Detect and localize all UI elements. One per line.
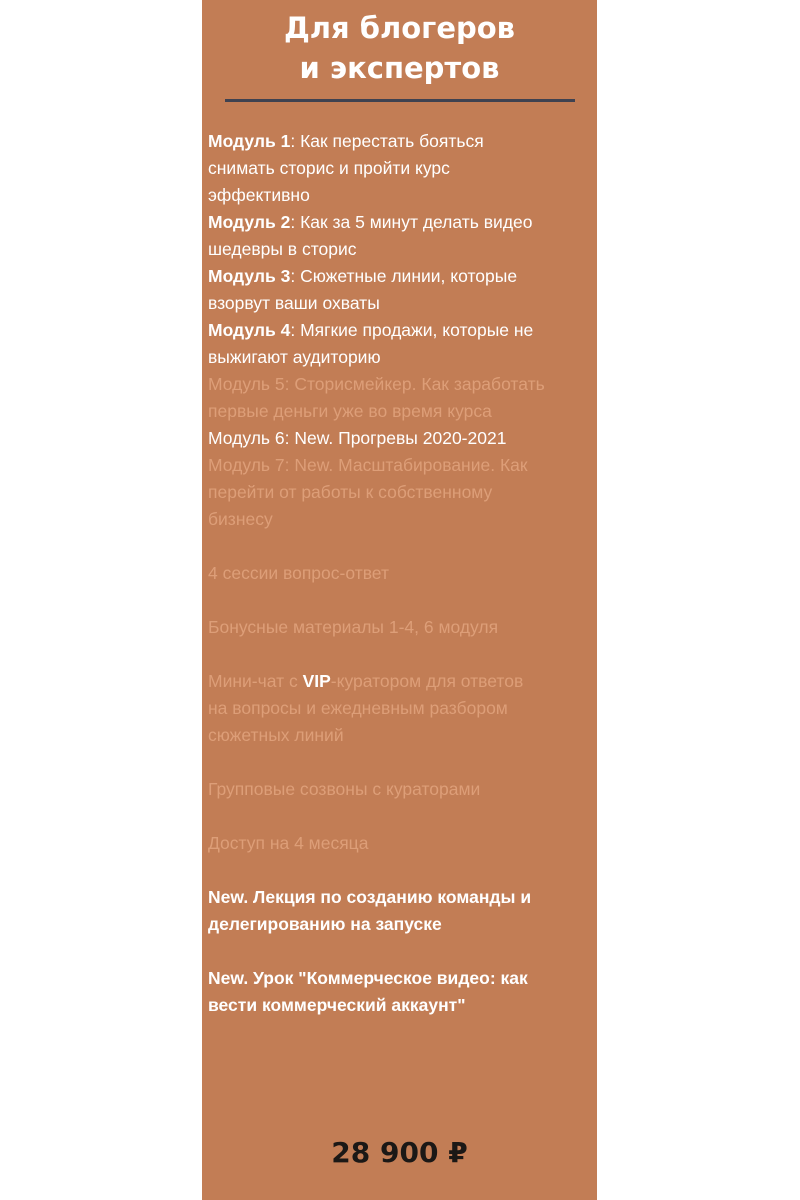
minichat-text-4: сюжетных линий <box>208 725 344 745</box>
vip-label: VIP <box>302 671 331 691</box>
module-7-text-1: Модуль 7: New. Масштабирование. Как <box>208 455 528 475</box>
access-period: Доступ на 4 месяца <box>208 833 369 853</box>
module-4 <box>208 317 593 371</box>
lesson-text-2: вести коммерческий аккаунт" <box>208 995 466 1015</box>
module-3 <box>208 263 593 317</box>
card-title-line-1: Для блогеров <box>283 11 516 45</box>
title-divider <box>225 99 575 102</box>
team-lecture <box>208 884 593 938</box>
module-4-text-2: выжигают аудиторию <box>208 347 381 367</box>
module-7-text-3: бизнесу <box>208 509 273 529</box>
module-2 <box>208 209 593 263</box>
feature-list <box>208 128 593 1019</box>
module-1-label: Модуль 1 <box>208 131 291 151</box>
module-3-text-1: : Сюжетные линии, которые <box>290 266 518 286</box>
module-1-text-1: : Как перестать бояться <box>290 131 484 151</box>
module-7-text-2: перейти от работы к собственному <box>208 482 493 502</box>
bonus-materials: Бонусные материалы 1-4, 6 модуля <box>208 617 499 637</box>
module-1-text-3: эффективно <box>208 185 310 205</box>
module-6 <box>208 425 593 452</box>
module-2-text-1: : Как за 5 минут делать видео <box>290 212 533 232</box>
team-lecture-text-2: делегированию на запуске <box>208 914 442 934</box>
team-lecture-text-1: New. Лекция по созданию команды и <box>208 887 532 907</box>
card-title-line-2: и экспертов <box>299 51 500 85</box>
lesson-text-1: New. Урок "Коммерческое видео: как <box>208 968 528 988</box>
module-4-label: Модуль 4 <box>208 320 291 340</box>
module-5 <box>208 371 593 425</box>
minichat-text-2: -куратором для ответов <box>330 671 524 691</box>
module-4-text-1: : Мягкие продажи, которые не <box>290 320 534 340</box>
commercial-video-lesson <box>208 965 593 1019</box>
module-2-text-2: шедевры в сторис <box>208 239 357 259</box>
module-1-text-2: снимать сторис и пройти курс <box>208 158 450 178</box>
module-3-label: Модуль 3 <box>208 266 291 286</box>
vip-minichat <box>208 668 593 749</box>
minichat-text-3: на вопросы и ежедневным разбором <box>208 698 508 718</box>
tariff-card <box>202 0 597 1200</box>
module-2-label: Модуль 2 <box>208 212 291 232</box>
module-3-text-2: взорвут ваши охваты <box>208 293 380 313</box>
module-6-text-1: Модуль 6: New. Прогревы 2020-2021 <box>208 428 507 448</box>
module-7 <box>208 452 593 533</box>
price: 28 900 ₽ <box>331 1136 468 1169</box>
card-title <box>202 8 597 88</box>
group-calls: Групповые созвоны с кураторами <box>208 779 481 799</box>
module-5-text-2: первые деньги уже во время курса <box>208 401 492 421</box>
module-5-text-1: Модуль 5: Сторисмейкер. Как заработать <box>208 374 545 394</box>
minichat-text-1: Мини-чат с <box>208 671 303 691</box>
module-1 <box>208 128 593 209</box>
qa-sessions: 4 сессии вопрос-ответ <box>208 563 389 583</box>
